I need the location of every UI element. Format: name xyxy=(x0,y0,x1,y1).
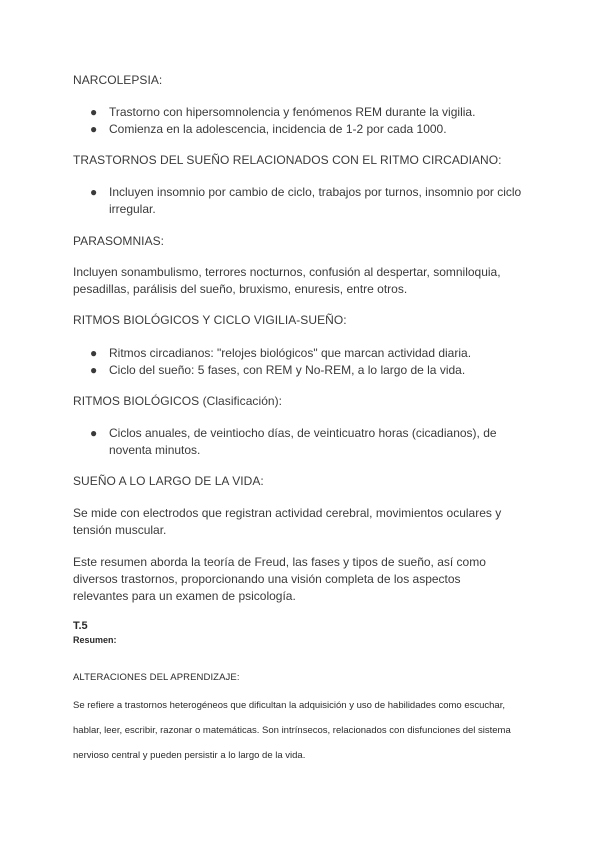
ritmos-ciclo-list xyxy=(90,345,530,379)
section-heading-sueno-vida: SUEÑO A LO LARGO DE LA VIDA: xyxy=(73,474,264,488)
aprendizaje-paragraph: Se refiere a trastornos heterogéneos que dificultan la adquisición y uso de habilidades como escuchar, hablar, leer, escribir, razonar o matemáticas. Son intrínsecos, relacionados con disfunciones del sistema nervioso central y pueden persistir a lo largo de la vida. xyxy=(73,700,511,761)
section-heading-narcolepsia: NARCOLEPSIA: xyxy=(73,73,163,87)
parasomnias-paragraph: Incluyen sonambulismo, terrores nocturnos, confusión al despertar, somniloquia, pesadillas, parálisis del sueño, bruxismo, enuresis, entre otros. xyxy=(73,265,501,296)
list-item: ● Ciclo del sueño: 5 fases, con REM y No-REM, a lo largo de la vida. xyxy=(90,363,466,377)
topic-label: T.5 xyxy=(73,620,88,632)
section-heading-aprendizaje: ALTERACIONES DEL APRENDIZAJE: xyxy=(73,672,240,683)
list-item: ● Incluyen insomnio por cambio de ciclo, trabajos por turnos, insomnio por ciclo irregular. xyxy=(90,185,522,216)
ritmos-clasificacion-list xyxy=(90,425,515,459)
section-heading-ritmos-clasificacion: RITMOS BIOLÓGICOS (Clasificación): xyxy=(73,394,283,408)
list-item: ● Comienza en la adolescencia, incidencia de 1-2 por cada 1000. xyxy=(90,122,447,136)
bullet-icon: ● xyxy=(90,105,98,119)
resumen-label: Resumen: xyxy=(73,635,117,645)
bullet-icon: ● xyxy=(90,426,98,440)
list-item: ● Ritmos circadianos: "relojes biológicos" que marcan actividad diaria. xyxy=(90,346,472,360)
bullet-icon: ● xyxy=(90,185,98,199)
section-heading-circadiano: TRASTORNOS DEL SUEÑO RELACIONADOS CON EL RITMO CIRCADIANO: xyxy=(73,153,502,167)
bullet-icon: ● xyxy=(90,346,98,360)
bullet-icon: ● xyxy=(90,363,98,377)
narcolepsia-list xyxy=(90,104,530,138)
section-heading-ritmos-ciclo: RITMOS BIOLÓGICOS Y CICLO VIGILIA-SUEÑO: xyxy=(73,313,347,327)
circadiano-list xyxy=(90,184,530,218)
bullet-icon: ● xyxy=(90,122,98,136)
summary-paragraph: Este resumen aborda la teoría de Freud, las fases y tipos de sueño, así como diversos trastornos, proporcionando una visión completa de los aspectos relevantes para un examen de psicología. xyxy=(73,555,486,603)
list-item: ● Ciclos anuales, de veintiocho días, de veinticuatro horas (cicadianos), de noventa minutos. xyxy=(90,426,497,457)
list-item: ● Trastorno con hipersomnolencia y fenómenos REM durante la vigilia. xyxy=(90,105,476,119)
section-heading-parasomnias: PARASOMNIAS: xyxy=(73,234,165,248)
sueno-vida-paragraph: Se mide con electrodos que registran actividad cerebral, movimientos oculares y tensión muscular. xyxy=(73,506,502,537)
